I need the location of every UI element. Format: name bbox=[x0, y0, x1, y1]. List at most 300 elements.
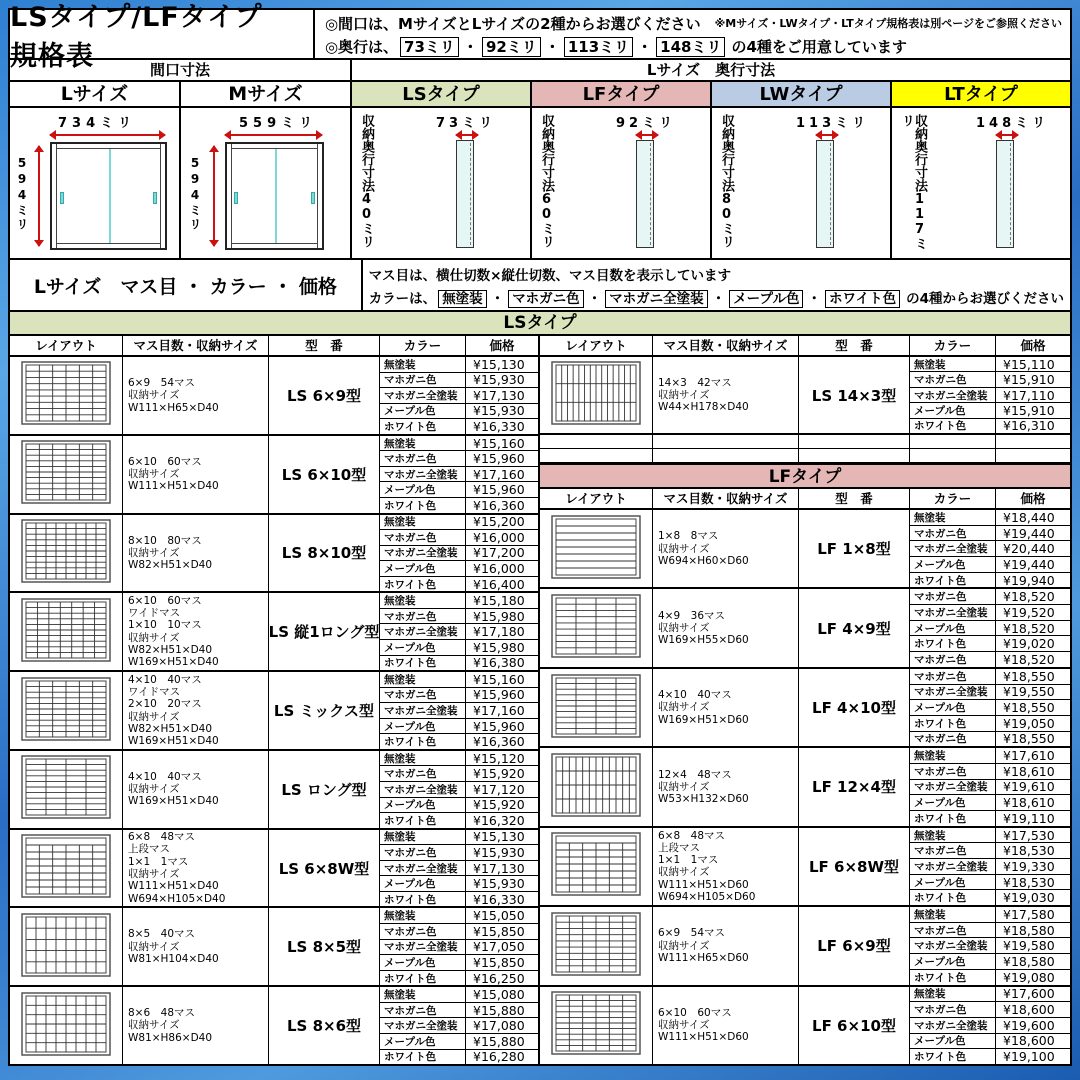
spec-line: 4×10 40マス bbox=[658, 689, 732, 702]
price-value: ¥16,360 bbox=[473, 734, 525, 749]
product-row bbox=[10, 908, 538, 987]
color-label: マホガニ全塗装 bbox=[380, 546, 466, 561]
spec-line: 収納サイズ bbox=[128, 468, 180, 481]
color-label: ホワイト色 bbox=[910, 1049, 996, 1064]
color-label: メープル色 bbox=[380, 640, 466, 655]
note-depth bbox=[325, 36, 1062, 57]
layout-cell bbox=[540, 589, 653, 666]
color-price-subrow bbox=[910, 795, 1070, 811]
spec-line: 14×3 42マス bbox=[658, 376, 732, 389]
price-value: ¥17,080 bbox=[473, 1018, 525, 1034]
color-price-subrow bbox=[910, 938, 1070, 954]
boxed-option: ホワイト色 bbox=[825, 290, 900, 308]
color-label: 無塗装 bbox=[380, 830, 466, 845]
color-price-subrow bbox=[910, 811, 1070, 826]
size-column-m bbox=[181, 82, 350, 258]
color-price-subrow bbox=[380, 482, 538, 498]
price-value: ¥17,580 bbox=[1003, 907, 1055, 922]
layout-grid-icon bbox=[21, 598, 111, 666]
price-value: ¥15,850 bbox=[473, 923, 525, 939]
price-value: ¥15,960 bbox=[473, 718, 525, 734]
layout-grid-icon bbox=[21, 677, 111, 745]
door-handle-icon bbox=[234, 192, 238, 204]
color-price-subrow bbox=[910, 669, 1070, 685]
depth-arrow-icon bbox=[996, 134, 1018, 136]
color-price-subrow bbox=[380, 782, 538, 798]
color-price-subrow bbox=[380, 498, 538, 513]
color-label: マホガニ全塗装 bbox=[380, 782, 466, 797]
column-header: 型 番 bbox=[799, 489, 910, 508]
layout-cell bbox=[10, 672, 123, 749]
note-width-text: ◎間口は、MサイズとLサイズの2種からお選びください bbox=[324, 14, 701, 33]
side-profile-rect bbox=[636, 140, 654, 248]
column-header: マス目数・収納サイズ bbox=[653, 336, 799, 355]
spec-cell bbox=[123, 593, 269, 670]
color-label: マホガニ全塗装 bbox=[910, 1018, 996, 1033]
column-header: 型 番 bbox=[799, 336, 910, 355]
price-header-notes bbox=[363, 260, 1070, 310]
price-value: ¥16,000 bbox=[473, 561, 525, 577]
width-arrow-icon bbox=[225, 134, 322, 136]
price-value: ¥15,160 bbox=[473, 672, 525, 687]
spec-cell bbox=[653, 987, 799, 1064]
price-value: ¥18,530 bbox=[1003, 874, 1055, 890]
width-dimension-block bbox=[10, 60, 352, 258]
empty-cell bbox=[996, 449, 1070, 462]
boxed-option: マホガニ色 bbox=[508, 290, 584, 308]
cabinet-right-stile bbox=[160, 144, 161, 248]
price-value: ¥18,530 bbox=[1003, 843, 1055, 859]
color-price-subrow bbox=[380, 388, 538, 404]
color-price-subrow bbox=[910, 403, 1070, 418]
price-value: ¥15,160 bbox=[473, 435, 525, 451]
color-price-subrow bbox=[380, 766, 538, 782]
size-l-width-label: 734ミリ bbox=[58, 116, 137, 131]
product-row bbox=[540, 357, 1070, 435]
column-header: 価格 bbox=[1020, 491, 1046, 506]
layout-cell bbox=[10, 357, 123, 434]
color-price-subrow bbox=[380, 987, 538, 1003]
color-label: 無塗装 bbox=[380, 357, 466, 372]
color-label: マホガニ色 bbox=[910, 732, 996, 747]
color-price-cell bbox=[910, 357, 1070, 433]
price-header-section bbox=[10, 260, 1070, 312]
door-handle-icon bbox=[311, 192, 315, 204]
color-label: マホガニ全塗装 bbox=[910, 605, 996, 620]
spec-cell bbox=[653, 589, 799, 666]
color-price-cell bbox=[380, 672, 538, 749]
color-label: マホガニ色 bbox=[380, 766, 466, 781]
price-value: ¥19,050 bbox=[1003, 715, 1055, 731]
color-price-subrow bbox=[910, 372, 1070, 387]
depth-type-diagram bbox=[712, 108, 890, 258]
separator: ・ bbox=[490, 290, 505, 307]
spec-line: W82×H51×D40 bbox=[128, 722, 213, 735]
color-price-subrow bbox=[910, 970, 1070, 985]
color-note-suffix: の4種からお選びください bbox=[906, 290, 1064, 307]
layout-grid-icon bbox=[21, 519, 111, 587]
color-label: マホガニ色 bbox=[910, 652, 996, 667]
product-row bbox=[10, 436, 538, 515]
price-value: ¥17,130 bbox=[473, 387, 525, 403]
color-price-subrow bbox=[910, 388, 1070, 403]
spec-line: ワイドマス bbox=[128, 685, 181, 698]
spec-line: W694×H60×D60 bbox=[658, 554, 749, 567]
column-header: 価格 bbox=[1020, 338, 1046, 353]
color-label: ホワイト色 bbox=[910, 890, 996, 905]
spec-line: W82×H51×D40 bbox=[128, 644, 213, 657]
empty-cell bbox=[799, 449, 910, 462]
layout-grid-icon bbox=[551, 912, 641, 980]
color-price-subrow bbox=[380, 971, 538, 986]
storage-depth-vertical-label: 収納奥行寸法80ミリ bbox=[719, 114, 734, 248]
color-price-subrow bbox=[910, 685, 1070, 701]
color-price-subrow bbox=[910, 1049, 1070, 1064]
product-row bbox=[10, 357, 538, 436]
depth-type-column bbox=[892, 82, 1070, 258]
price-value: ¥18,550 bbox=[1003, 668, 1055, 684]
spec-line: W694×H105×D60 bbox=[658, 891, 756, 903]
empty-cell bbox=[910, 449, 996, 462]
price-value: ¥17,160 bbox=[473, 466, 525, 482]
color-price-subrow bbox=[380, 467, 538, 483]
spec-line: 4×10 40マス bbox=[128, 673, 202, 686]
column-header: レイアウト bbox=[10, 336, 123, 355]
color-label: メープル色 bbox=[910, 621, 996, 636]
empty-cell bbox=[540, 449, 653, 462]
table-header-row bbox=[540, 489, 1070, 510]
price-value: ¥16,250 bbox=[473, 970, 525, 986]
color-label: 無塗装 bbox=[380, 908, 466, 923]
depth-type-column bbox=[352, 82, 532, 258]
boxed-option: 無塗装 bbox=[438, 290, 487, 308]
side-profile-rect bbox=[996, 140, 1014, 248]
depth-type-diagram bbox=[532, 108, 710, 258]
price-value: ¥15,110 bbox=[1003, 357, 1055, 372]
column-header: カラー bbox=[910, 489, 996, 508]
color-label: マホガニ色 bbox=[380, 530, 466, 545]
price-value: ¥19,440 bbox=[1003, 525, 1055, 541]
color-price-cell bbox=[910, 828, 1070, 905]
color-price-subrow bbox=[910, 510, 1070, 526]
product-row bbox=[10, 672, 538, 751]
layout-grid-icon bbox=[21, 913, 111, 981]
depth-arrow-icon bbox=[816, 134, 838, 136]
price-value: ¥19,550 bbox=[1003, 684, 1055, 700]
spec-line: W82×H51×D40 bbox=[128, 559, 213, 572]
color-price-subrow bbox=[910, 636, 1070, 652]
spec-line: 収納サイズ bbox=[128, 710, 180, 723]
price-value: ¥15,920 bbox=[473, 766, 525, 782]
price-value: ¥15,980 bbox=[473, 608, 525, 624]
spec-line: W111×H65×D40 bbox=[128, 401, 219, 414]
layout-grid-icon bbox=[21, 992, 111, 1060]
depth-type-label: LTタイプ bbox=[892, 82, 1070, 108]
color-label: マホガニ全塗装 bbox=[910, 938, 996, 953]
empty-row bbox=[540, 435, 1070, 449]
color-price-subrow bbox=[380, 798, 538, 814]
price-value: ¥15,930 bbox=[473, 845, 525, 861]
color-price-subrow bbox=[910, 700, 1070, 716]
price-value: ¥16,280 bbox=[473, 1049, 525, 1065]
cabinet-center-line bbox=[109, 149, 111, 243]
color-price-subrow bbox=[380, 577, 538, 592]
color-price-subrow bbox=[910, 1034, 1070, 1050]
color-price-cell bbox=[380, 593, 538, 670]
spec-line: W169×H51×D60 bbox=[658, 713, 749, 726]
price-value: ¥17,530 bbox=[1003, 827, 1055, 843]
model-cell: LS 6×10型 bbox=[269, 436, 380, 513]
model-cell: LS 8×5型 bbox=[269, 908, 380, 985]
color-label: ホワイト色 bbox=[380, 656, 466, 671]
storage-depth-vertical-label: 収納奥行寸法40ミリ bbox=[359, 114, 374, 248]
boxed-option: 148ミリ bbox=[656, 37, 725, 57]
depth-type-column bbox=[712, 82, 892, 258]
storage-depth-vertical-label: 収納奥行寸法117ミリ bbox=[899, 114, 927, 250]
color-label: ホワイト色 bbox=[910, 636, 996, 651]
model-cell: LS 6×8W型 bbox=[269, 830, 380, 907]
color-label: 無塗装 bbox=[910, 748, 996, 763]
spec-line: 6×8 48マス bbox=[128, 831, 196, 844]
empty-cell bbox=[910, 435, 996, 448]
price-value: ¥15,930 bbox=[473, 403, 525, 419]
product-row bbox=[540, 669, 1070, 748]
color-price-subrow bbox=[910, 526, 1070, 542]
model-cell: LS 縦1ロング型 bbox=[269, 593, 380, 670]
color-price-subrow bbox=[380, 924, 538, 940]
color-label: メープル色 bbox=[910, 557, 996, 572]
storage-depth-vertical-label: 収納奥行寸法60ミリ bbox=[539, 114, 554, 248]
color-price-cell bbox=[910, 510, 1070, 587]
depth-arrow-icon bbox=[456, 134, 478, 136]
door-handle-icon bbox=[153, 192, 157, 204]
spec-line: 収納サイズ bbox=[128, 631, 180, 644]
ls-type-banner: LSタイプ bbox=[10, 312, 1070, 336]
size-l-label: Lサイズ bbox=[10, 82, 179, 108]
spec-line: W111×H65×D60 bbox=[658, 951, 749, 964]
boxed-option: マホガニ全塗装 bbox=[605, 290, 708, 308]
color-price-subrow bbox=[910, 890, 1070, 905]
price-value: ¥15,850 bbox=[473, 954, 525, 970]
color-label: ホワイト色 bbox=[910, 970, 996, 985]
price-value: ¥19,330 bbox=[1003, 858, 1055, 874]
color-label: 無塗装 bbox=[910, 987, 996, 1002]
color-label: マホガニ色 bbox=[910, 589, 996, 604]
model-cell: LS 8×10型 bbox=[269, 515, 380, 592]
depth-type-column bbox=[532, 82, 712, 258]
width-arrow-icon bbox=[50, 134, 165, 136]
depth-dimension-block bbox=[352, 60, 1070, 258]
layout-grid-icon bbox=[551, 753, 641, 821]
spec-line: 4×10 40マス bbox=[128, 770, 202, 783]
price-value: ¥18,520 bbox=[1003, 589, 1055, 605]
color-price-subrow bbox=[380, 892, 538, 907]
price-value: ¥16,400 bbox=[473, 576, 525, 592]
color-price-subrow bbox=[910, 621, 1070, 637]
color-label: 無塗装 bbox=[910, 907, 996, 922]
color-price-subrow bbox=[380, 1050, 538, 1065]
color-label: メープル色 bbox=[380, 719, 466, 734]
lf-type-banner: LFタイプ bbox=[540, 463, 1070, 489]
spec-line: 6×10 60マス bbox=[658, 1006, 732, 1019]
depth-value-label: 92ミリ bbox=[616, 116, 677, 131]
model-cell: LS 8×6型 bbox=[269, 987, 380, 1064]
spec-sheet-frame bbox=[8, 2, 1072, 1066]
model-cell: LF 6×9型 bbox=[799, 907, 910, 984]
color-price-subrow bbox=[380, 373, 538, 389]
table-right-half bbox=[540, 336, 1070, 1064]
color-label: マホガニ色 bbox=[380, 688, 466, 703]
price-value: ¥18,520 bbox=[1003, 652, 1055, 667]
price-value: ¥19,110 bbox=[1003, 810, 1055, 826]
color-price-subrow bbox=[380, 830, 538, 846]
price-value: ¥19,940 bbox=[1003, 572, 1055, 588]
separator: ・ bbox=[637, 37, 653, 56]
spec-line: 収納サイズ bbox=[128, 940, 180, 953]
column-header: マス目数・収納サイズ bbox=[653, 489, 799, 508]
spec-cell bbox=[123, 436, 269, 513]
product-row bbox=[540, 748, 1070, 827]
color-price-subrow bbox=[910, 987, 1070, 1003]
spec-line: W111×H51×D60 bbox=[658, 1031, 749, 1044]
color-label: マホガニ全塗装 bbox=[380, 940, 466, 955]
price-value: ¥19,080 bbox=[1003, 969, 1055, 985]
price-value: ¥15,080 bbox=[473, 987, 525, 1003]
color-price-subrow bbox=[910, 541, 1070, 557]
price-value: ¥15,120 bbox=[473, 750, 525, 766]
color-price-cell bbox=[380, 515, 538, 592]
price-value: ¥18,580 bbox=[1003, 922, 1055, 938]
color-price-subrow bbox=[910, 748, 1070, 764]
product-row bbox=[10, 515, 538, 594]
product-row bbox=[10, 830, 538, 909]
price-value: ¥15,910 bbox=[1003, 402, 1055, 418]
color-price-subrow bbox=[380, 908, 538, 924]
price-value: ¥16,380 bbox=[473, 655, 525, 671]
price-value: ¥19,580 bbox=[1003, 938, 1055, 954]
price-value: ¥18,610 bbox=[1003, 763, 1055, 779]
color-price-subrow bbox=[380, 1034, 538, 1050]
spec-cell bbox=[123, 908, 269, 985]
boxed-option: 92ミリ bbox=[482, 37, 541, 57]
separator: ・ bbox=[807, 290, 821, 307]
spec-line: 8×6 48マス bbox=[128, 1007, 196, 1020]
color-price-subrow bbox=[910, 843, 1070, 859]
color-price-subrow bbox=[380, 404, 538, 420]
price-value: ¥16,330 bbox=[473, 419, 525, 434]
model-cell: LF 4×9型 bbox=[799, 589, 910, 666]
color-label: マホガニ全塗装 bbox=[910, 685, 996, 700]
side-profile-inner-line bbox=[470, 143, 471, 245]
height-arrow-icon bbox=[213, 146, 215, 246]
product-row bbox=[540, 510, 1070, 589]
layout-grid-icon bbox=[551, 361, 641, 429]
color-price-cell bbox=[380, 751, 538, 828]
spec-line: W169×H55×D60 bbox=[658, 634, 749, 647]
spec-line: 6×9 54マス bbox=[658, 927, 726, 940]
color-label: マホガニ全塗装 bbox=[380, 1018, 466, 1033]
spec-line: 上段マス bbox=[128, 843, 170, 856]
spec-cell bbox=[653, 828, 799, 905]
price-value: ¥16,000 bbox=[473, 529, 525, 545]
side-profile-rect bbox=[816, 140, 834, 248]
layout-cell bbox=[540, 907, 653, 984]
color-label: マホガニ全塗装 bbox=[910, 541, 996, 556]
color-price-subrow bbox=[910, 780, 1070, 796]
color-label: マホガニ色 bbox=[910, 843, 996, 858]
cabinet-right-stile bbox=[317, 144, 318, 248]
price-value: ¥18,580 bbox=[1003, 954, 1055, 970]
color-price-subrow bbox=[380, 609, 538, 625]
color-price-subrow bbox=[380, 813, 538, 828]
size-m-label: Mサイズ bbox=[181, 82, 350, 108]
color-label: ホワイト色 bbox=[380, 971, 466, 986]
color-label: メープル色 bbox=[380, 482, 466, 497]
color-price-subrow bbox=[910, 716, 1070, 732]
spec-line: 収納サイズ bbox=[658, 1019, 710, 1032]
layout-grid-icon bbox=[21, 361, 111, 429]
cabinet-bottom-rail bbox=[231, 243, 318, 244]
empty-cell bbox=[996, 435, 1070, 448]
color-price-subrow bbox=[380, 734, 538, 749]
layout-cell bbox=[540, 748, 653, 825]
price-value: ¥18,520 bbox=[1003, 620, 1055, 636]
color-price-subrow bbox=[910, 419, 1070, 433]
color-price-subrow bbox=[910, 923, 1070, 939]
spec-line: 収納サイズ bbox=[128, 868, 180, 881]
price-value: ¥16,330 bbox=[473, 891, 525, 907]
layout-grid-icon bbox=[551, 832, 641, 900]
spec-line: 上段マス bbox=[658, 841, 700, 854]
depth-type-label: LWタイプ bbox=[712, 82, 890, 108]
spec-line: W694×H105×D40 bbox=[128, 892, 226, 905]
color-label: マホガニ色 bbox=[380, 845, 466, 860]
column-header: マス目数・収納サイズ bbox=[123, 336, 269, 355]
price-value: ¥17,180 bbox=[473, 624, 525, 640]
color-price-cell bbox=[380, 987, 538, 1064]
color-price-subrow bbox=[910, 907, 1070, 923]
spec-line: W44×H178×D40 bbox=[658, 401, 749, 414]
color-label: マホガニ色 bbox=[380, 451, 466, 466]
empty-cell bbox=[653, 449, 799, 462]
color-price-subrow bbox=[380, 436, 538, 452]
color-label: メープル色 bbox=[380, 798, 466, 813]
column-header: レイアウト bbox=[540, 336, 653, 355]
price-value: ¥15,130 bbox=[473, 357, 525, 372]
color-label: 無塗装 bbox=[380, 593, 466, 608]
price-value: ¥15,930 bbox=[473, 876, 525, 892]
color-label: メープル色 bbox=[910, 954, 996, 969]
color-price-subrow bbox=[380, 656, 538, 671]
layout-grid-icon bbox=[21, 834, 111, 902]
color-price-subrow bbox=[380, 561, 538, 577]
note-depth-prefix: ◎奥行は、 bbox=[324, 37, 399, 56]
layout-cell bbox=[10, 436, 123, 513]
color-price-subrow bbox=[380, 688, 538, 704]
model-cell: LS ミックス型 bbox=[269, 672, 380, 749]
color-label: マホガニ色 bbox=[910, 372, 996, 386]
side-profile-inner-line bbox=[650, 143, 651, 245]
price-value: ¥15,180 bbox=[473, 593, 525, 609]
layout-cell bbox=[10, 830, 123, 907]
spec-line: 収納サイズ bbox=[658, 866, 710, 879]
layout-cell bbox=[540, 987, 653, 1064]
spec-cell bbox=[123, 751, 269, 828]
color-price-subrow bbox=[910, 557, 1070, 573]
note-width-sub: ※Mサイズ・LWタイプ・LTタイプ規格表は別ページをご参照ください bbox=[714, 17, 1062, 30]
price-value: ¥19,520 bbox=[1003, 604, 1055, 620]
depth-type-label: LSタイプ bbox=[352, 82, 530, 108]
